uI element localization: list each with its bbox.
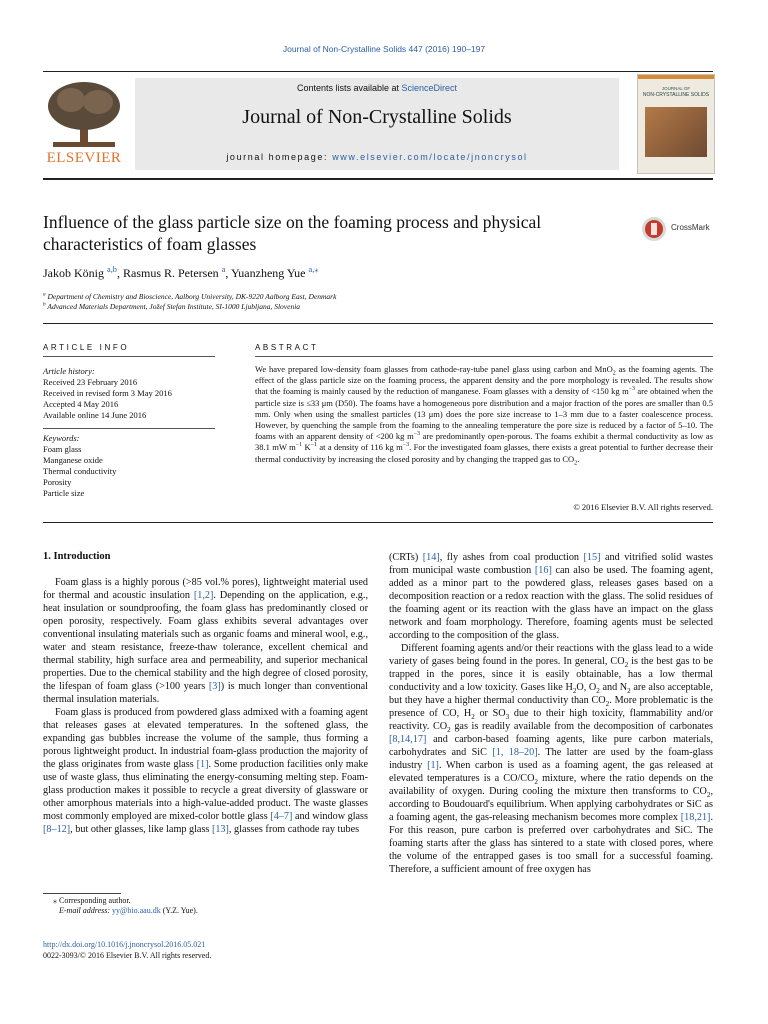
journal-title: Journal of Non-Crystalline Solids (242, 106, 512, 128)
reference-link[interactable]: [1] (196, 759, 209, 770)
article-title: Influence of the glass particle size on the foaming process and physical characteristics of foam glasses (43, 212, 542, 254)
email-suffix: (Y.Z. Yue). (160, 906, 198, 915)
crossmark-label: CrossMark (671, 223, 710, 232)
keywords-label: Keywords: (43, 433, 80, 443)
body-paragraph: (CRTs) [14], fly ashes from coal production [15] and vitrified solid wastes from municipal waste combustion [16] can also be used. The foaming agent, added as a minor part to the powdered glass, releases gases based on a decomposition reaction or a redox reaction with the glass. The solid residues of the foaming agent or its reaction with the glass have an impact on the glass network and foam morphology. Therefore, foaming agents must be selected according to the composition of the glass. (389, 552, 713, 641)
reference-link[interactable]: [14] (422, 552, 440, 563)
section-heading: 1. Introduction (43, 551, 111, 562)
abstract-copyright: © 2016 Elsevier B.V. All rights reserved. (573, 502, 713, 512)
footnote-corresponding (43, 896, 368, 906)
reference-link[interactable]: [18,21] (680, 812, 711, 823)
article-info-heading: ARTICLE INFO (43, 343, 130, 352)
affiliation-mark: b (43, 301, 46, 308)
info-rule (43, 428, 215, 429)
reference-link[interactable]: [1,2] (193, 590, 214, 601)
reference-link[interactable]: [15] (583, 552, 601, 563)
keyword: Foam glass (43, 444, 82, 454)
history-label: Article history: (43, 366, 95, 376)
reference-link[interactable]: [8–12] (43, 824, 71, 835)
masthead-rule (43, 178, 713, 180)
keyword: Particle size (43, 488, 85, 498)
footnote-rule (43, 893, 121, 894)
author-affil-mark[interactable]: a,⁎ (308, 265, 319, 274)
cover-image (645, 107, 707, 157)
header-rule (43, 71, 713, 72)
reference-link[interactable]: [1] (427, 760, 439, 771)
keyword: Manganese oxide (43, 455, 103, 465)
author-list: Jakob König $^{a,b}$, Rasmus R. Petersen $^a$, Yuanzheng Yue $^{a,⁎}$ (43, 265, 319, 280)
info-rule (43, 356, 215, 357)
body-column-right (389, 551, 713, 876)
homepage-link[interactable]: www.elsevier.com/locate/jnoncrysol (332, 152, 528, 162)
body-paragraph: Foam glass is produced from powdered glass admixed with a foaming agent that releases gases at elevated temperatures. In the softened glass, the expanding gas bubbles increase the volume of the sample, thus forming a porous lightweight product. In industrial foam-glass production the majority of the glass originates from waste glass [1]. Some production facilities only make use of waste glass, thus eliminating the energy-consuming melting step. Foam-glass production makes it possible to recycle a great diversity of glassware or other amorphous materials into a high-value-added product. The waste glasses most commonly employed are mixed-color bottle glass [4–7] and window glass [8–12], but other glasses, like lamp glass [13], glasses from cathode ray tubes (43, 707, 368, 835)
author-name[interactable]: Rasmus R. Petersen (123, 266, 219, 280)
cover-line1: JOURNAL OF (661, 86, 691, 91)
abstract-rule (255, 356, 713, 357)
author-affil-mark[interactable]: a,b (107, 265, 117, 274)
section-rule (43, 522, 713, 523)
publisher-name: ELSEVIER (46, 150, 122, 166)
cover-bar (638, 75, 714, 79)
history-item: Received in revised form 3 May 2016 (43, 388, 172, 398)
doi-link[interactable]: http://dx.doi.org/10.1016/j.jnoncrysol.2016.05.021 (43, 940, 206, 949)
affiliation (43, 292, 643, 301)
email-link[interactable]: yy@bio.aau.dk (112, 906, 161, 915)
corresponding-label: Corresponding author. (59, 896, 131, 905)
article-history (43, 366, 215, 421)
abstract-text: We have prepared low-density foam glasses from cathode-ray-tube panel glass using carbon and MnO$_2$ as the foaming agents. The effect of the glass particle size on the foaming process, the apparent density and the pore morphology is revealed. The results show that the foaming is mainly caused by the reduction of manganese. Foam glasses with a density of <150 kg $m^{-3}$ are obtained when the particle size is ≤33 μm (D50). The foams have a homogeneous pore distribution and a major fraction of the pores are smaller than 0.5 mm. Only when using the smallest particles (13 μm) does the pore size increase to 1–3 mm due to a faster coalescence process. However, by quenching the sample from the foaming to the annealing temperature the pore size is reduced by a factor of 5–10. The foams with an apparent density of <200 kg $m^{-3}$ are predominantly open-porous. The foams exhibit a thermal conductivity as low as 38.1 mW $m^{-1}$ $K^{-1}$ at a density of 116 kg $m^{-3}$. For the investigated foam glasses, there exists a great potential to further decrease their thermal conductivity by increasing the closed porosity and by changing the trapped gas to $CO_2$. (255, 364, 713, 467)
author-affil-mark[interactable]: a (221, 265, 226, 274)
reference-link[interactable]: [8,14,17] (389, 734, 427, 745)
contents-line (135, 83, 619, 93)
email-label: E-mail address: (59, 906, 113, 915)
history-item: Accepted 4 May 2016 (43, 399, 119, 409)
homepage-prefix: journal homepage: (226, 152, 333, 162)
crossmark-icon (641, 216, 667, 242)
section-rule (43, 323, 713, 324)
reference-link[interactable]: [1, 18–20] (492, 747, 538, 758)
affiliation-text: Advanced Materials Department, Jožef Stefan Institute, SI-1000 Ljubljana, Slovenia (47, 302, 301, 311)
affiliation-text: Department of Chemistry and Bioscience, Aalborg University, DK-9220 Aalborg East, Denmark (47, 292, 337, 301)
footnote-mark: ⁎ (53, 896, 57, 905)
history-item: Available online 14 June 2016 (43, 410, 147, 420)
contents-prefix: Contents lists available at (296, 83, 402, 93)
reference-link[interactable]: [3] (208, 681, 221, 692)
crossmark-badge[interactable] (641, 215, 713, 243)
abstract-heading: ABSTRACT (255, 343, 319, 352)
history-item: Received 23 February 2016 (43, 377, 138, 387)
journal-homepage (135, 152, 619, 162)
footnote-email (43, 906, 368, 916)
sciencedirect-link[interactable]: ScienceDirect (401, 83, 458, 93)
affiliation-mark: a (43, 291, 46, 298)
author-name[interactable]: Jakob König (43, 266, 104, 280)
keyword: Thermal conductivity (43, 466, 117, 476)
reference-link[interactable]: [16] (534, 565, 552, 576)
affiliation (43, 302, 643, 311)
cover-line2: NON-CRYSTALLINE SOLIDS (642, 92, 710, 98)
reference-link[interactable]: [4–7] (270, 811, 293, 822)
journal-citation[interactable]: Journal of Non-Crystalline Solids 447 (2016) 190–197 (282, 44, 486, 54)
body-column-left (43, 576, 368, 836)
keywords (43, 433, 215, 499)
keyword: Porosity (43, 477, 72, 487)
reference-link[interactable]: [13] (211, 824, 229, 835)
body-paragraph: Different foaming agents and/or their reactions with the glass lead to a wide variety of gases being found in the pores. In general, $CO_2$ is the best gas to be trapped in the pores, since it is easily obtainable, has a low thermal conductivity and a low toxicity. Gases like $H_2O$, $O_2$ and $N_2$ are also acceptable, but they have a higher thermal conductivity than $CO_2$. More problematic is the presence of CO, $H_2$ or $SO_3$ due to their high toxicity, flammability and/or reactivity. $CO_2$ gas is readily available from the decomposition of carbonates [8,14,17] and carbon-based foaming agents, like pure carbon materials, carbohydrates and SiC [1, 18–20]. The latter are used by the foam-glass industry [1]. When carbon is used as a foaming agent, the gas released at elevated temperatures is a $CO/CO_2$ mixture, where the ratio depends on the availability of oxygen. During cooling the mixture then transforms to $CO_2$, according to Boudouard's equilibrium. When applying carbohydrates or SiC as a foaming agent, the gas-releasing mechanism becomes more complex [18,21]. For this reason, pure carbon is preferred over carbohydrates and SiC. The foaming starts after the glass has sintered to a state with closed pores, where the volume of the entrapped gases is too small for a successful foaming. Therefore, a sufficient amount of free oxygen has (389, 643, 714, 875)
journal-cover-thumbnail[interactable] (637, 74, 715, 174)
author-name[interactable]: Yuanzheng Yue (230, 266, 306, 280)
issn-copyright: 0022-3093/© 2016 Elsevier B.V. All rights reserved. (43, 951, 212, 960)
body-paragraph: Foam glass is a highly porous (>85 vol.% pores), lightweight material used for thermal and acoustic insulation [1,2]. Depending on the application, e.g., heat insulation or soundproofing, the foam glass has predominantly closed or open porosity, respectively. Foam glass exhibits several advantages over conventional insulating materials such as organic foams and mineral wool, e.g., water and steam resistance, freeze-thaw tolerance, excellent chemical and thermal stability, high surface area and permeability, and superior mechanical properties. Due to the chemical stability and the high degree of closed porosity, the lifespan of foam glass (>100 years [3]) is much longer than conventional thermal insulation materials. (43, 577, 368, 705)
